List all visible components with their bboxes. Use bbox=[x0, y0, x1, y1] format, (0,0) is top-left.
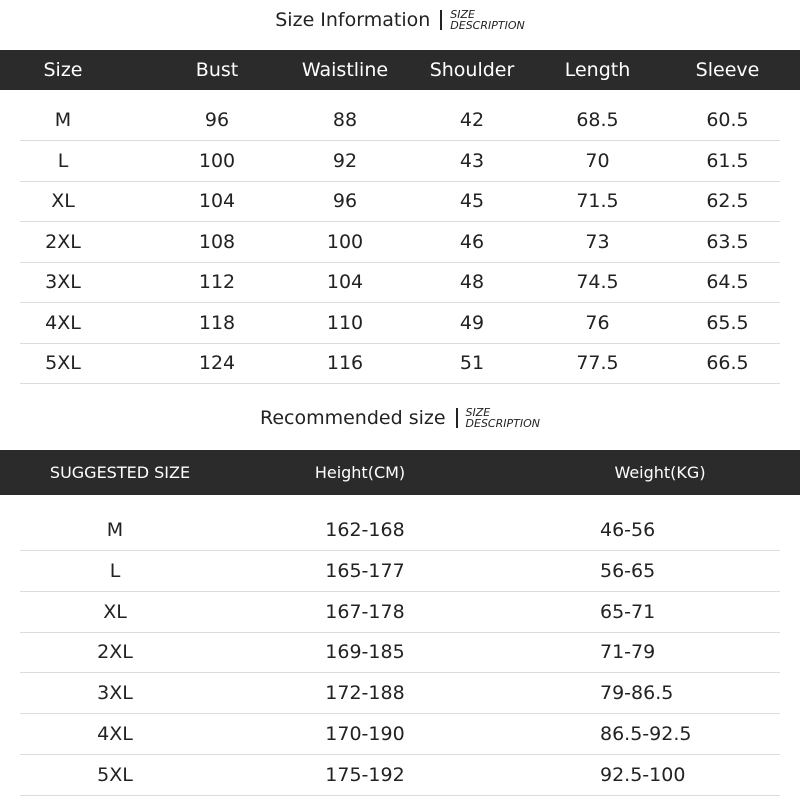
cell-shoulder: 46 bbox=[459, 230, 485, 253]
section-subtitle: SIZE DESCRIPTION bbox=[465, 406, 540, 430]
cell-weight: 92.5-100 bbox=[600, 763, 686, 786]
cell-sleeve: 60.5 bbox=[706, 109, 749, 131]
cell-bust: 108 bbox=[198, 230, 236, 253]
size-table-row bbox=[20, 343, 780, 384]
size-table-row bbox=[20, 262, 780, 303]
recommended-table-header bbox=[0, 450, 800, 495]
cell-suggested-size: M bbox=[106, 519, 124, 541]
cell-bust: 96 bbox=[204, 109, 230, 131]
size-table-row bbox=[20, 222, 780, 263]
cell-shoulder: 48 bbox=[459, 271, 485, 293]
title-divider bbox=[440, 10, 442, 30]
cell-length: 68.5 bbox=[576, 109, 619, 131]
cell-shoulder: 51 bbox=[459, 352, 485, 374]
cell-weight: 46-56 bbox=[600, 519, 656, 541]
cell-waistline: 100 bbox=[326, 230, 364, 253]
cell-size: 3XL bbox=[45, 271, 81, 293]
col-header-weight: Weight(KG) bbox=[614, 463, 706, 482]
cell-waistline: 96 bbox=[332, 190, 358, 212]
col-header-height: Height(CM) bbox=[314, 463, 406, 482]
section-subtitle: SIZE DESCRIPTION bbox=[450, 8, 525, 32]
cell-shoulder: 42 bbox=[459, 109, 485, 131]
cell-suggested-size: 5XL bbox=[97, 763, 133, 786]
cell-shoulder: 45 bbox=[459, 190, 485, 212]
col-header-size: Size bbox=[43, 59, 83, 81]
cell-size: 5XL bbox=[45, 352, 81, 374]
cell-size: 4XL bbox=[45, 311, 81, 334]
recommended-table-row bbox=[20, 551, 780, 592]
cell-bust: 112 bbox=[198, 271, 236, 293]
cell-height: 167-178 bbox=[325, 600, 405, 623]
cell-sleeve: 65.5 bbox=[706, 311, 749, 334]
cell-weight: 56-65 bbox=[600, 559, 656, 582]
cell-shoulder: 43 bbox=[459, 149, 485, 172]
cell-weight: 86.5-92.5 bbox=[600, 723, 692, 745]
cell-weight: 79-86.5 bbox=[600, 682, 674, 705]
cell-waistline: 88 bbox=[332, 109, 358, 131]
cell-sleeve: 62.5 bbox=[706, 190, 749, 212]
cell-suggested-size: 4XL bbox=[97, 723, 133, 745]
col-header-suggested-size: SUGGESTED SIZE bbox=[49, 463, 191, 482]
cell-waistline: 110 bbox=[326, 311, 364, 334]
cell-length: 73 bbox=[585, 230, 610, 253]
cell-height: 170-190 bbox=[325, 723, 405, 745]
section-title-text: Recommended size bbox=[259, 407, 446, 429]
size-table-row bbox=[20, 181, 780, 222]
size-information-title bbox=[0, 0, 800, 40]
cell-length: 77.5 bbox=[576, 352, 619, 374]
cell-height: 162-168 bbox=[325, 519, 405, 541]
recommended-table-row bbox=[20, 510, 780, 551]
recommended-table-row bbox=[20, 755, 780, 796]
cell-bust: 124 bbox=[198, 352, 236, 374]
section-title-text: Size Information bbox=[275, 9, 431, 31]
cell-size: L bbox=[57, 149, 69, 172]
cell-weight: 71-79 bbox=[600, 641, 656, 664]
cell-sleeve: 63.5 bbox=[706, 230, 749, 253]
title-divider bbox=[456, 408, 458, 428]
cell-shoulder: 49 bbox=[459, 311, 485, 334]
size-table-row bbox=[20, 303, 780, 344]
cell-length: 70 bbox=[585, 149, 610, 172]
cell-sleeve: 64.5 bbox=[706, 271, 749, 293]
recommended-table-row bbox=[20, 592, 780, 633]
col-header-waistline: Waistline bbox=[301, 59, 389, 81]
cell-waistline: 92 bbox=[332, 149, 358, 172]
cell-height: 169-185 bbox=[325, 641, 405, 664]
cell-height: 165-177 bbox=[325, 559, 405, 582]
cell-bust: 118 bbox=[198, 311, 236, 334]
cell-sleeve: 66.5 bbox=[706, 352, 749, 374]
cell-length: 76 bbox=[585, 311, 610, 334]
col-header-sleeve: Sleeve bbox=[695, 59, 760, 81]
col-header-bust: Bust bbox=[195, 59, 239, 81]
recommended-table-row bbox=[20, 714, 780, 755]
size-table-header bbox=[0, 50, 800, 90]
cell-size: 2XL bbox=[45, 230, 81, 253]
cell-bust: 104 bbox=[198, 190, 236, 212]
cell-waistline: 104 bbox=[326, 271, 364, 293]
cell-size: XL bbox=[51, 190, 75, 212]
recommended-table-row bbox=[20, 632, 780, 673]
cell-suggested-size: 2XL bbox=[97, 641, 133, 664]
col-header-shoulder: Shoulder bbox=[429, 59, 515, 81]
cell-length: 71.5 bbox=[576, 190, 619, 212]
recommended-table-row bbox=[20, 673, 780, 714]
cell-length: 74.5 bbox=[576, 271, 619, 293]
recommended-size-title bbox=[0, 398, 800, 438]
cell-suggested-size: L bbox=[109, 559, 121, 582]
cell-bust: 100 bbox=[198, 149, 236, 172]
size-table-row bbox=[20, 141, 780, 182]
col-header-length: Length bbox=[564, 59, 631, 81]
cell-suggested-size: XL bbox=[103, 600, 127, 623]
cell-sleeve: 61.5 bbox=[706, 149, 749, 172]
cell-weight: 65-71 bbox=[600, 600, 656, 623]
cell-height: 172-188 bbox=[325, 682, 405, 705]
cell-height: 175-192 bbox=[325, 763, 405, 786]
size-table-row bbox=[20, 100, 780, 141]
cell-suggested-size: 3XL bbox=[97, 682, 133, 705]
cell-size: M bbox=[54, 109, 72, 131]
cell-waistline: 116 bbox=[326, 352, 364, 374]
